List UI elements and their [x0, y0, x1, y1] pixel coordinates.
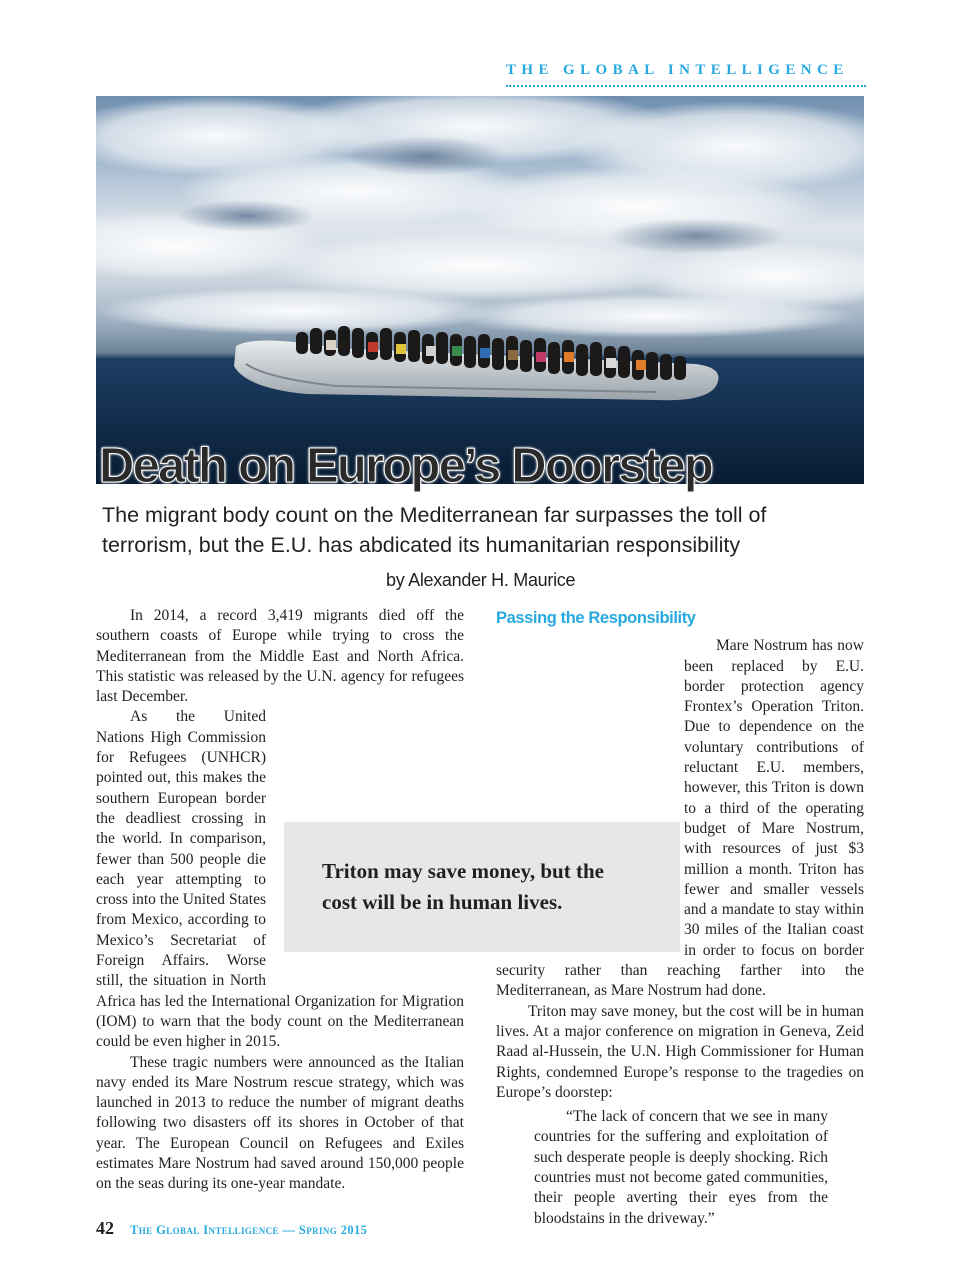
paragraph: These tragic numbers were announced as the Italian navy ended its Mare Nostrum rescue strategy, which was launched in 2013 to reduce the number of migrant deaths following two disasters off its shores in October of that year. The European Council on Refugees and Exiles estimates Mare Nostrum had saved around 150,000 people on the seas during its one-year mandate.	[96, 1053, 464, 1193]
paragraph: Triton may save money, but the cost will be in human lives. At a major conference on migration in Geneva, Zeid Raad al-Hussein, the U.N. High Commissioner for Human Rights, condemned Europe’s response to the tragedies on Europe’s doorstep:	[496, 1002, 864, 1101]
article-byline: by Alexander H. Maurice	[386, 570, 576, 590]
paragraph: As the United Nations High Commission for Refugees (UNHCR) pointed out, this makes the southern European border the deadliest crossing in the world. In comparison, fewer than 500 people die each year attempting to cross into the United States from Mexico, according to Mexico’s Secretariat of Foreign Affairs. Worse still, the situation in North Africa has led the International Organization for Migration (IOM) to warn that the body count on the Mediterranean could be even higher in 2015.	[96, 708, 464, 1051]
section-subhead: Passing the Responsibility	[496, 609, 696, 627]
page-number: 42	[96, 1218, 114, 1238]
pull-quote	[284, 822, 680, 952]
hero-photo	[96, 96, 864, 484]
paragraph: Mare Nostrum has now been replaced by E.U. border protection agency Frontex’s Operation Triton. Due to dependence on the voluntary contributions of reluctant E.U. members, however, this Triton is down to a third of the operating budget of Mare Nostrum, with resources of just $3 million a month. Triton has fewer and smaller vessels and a mandate to stay within 30 miles of the Italian coast in order to focus on border security rather than reaching farther into the Mediterranean, as Mare Nostrum had done.	[496, 637, 864, 1000]
article-deck: The migrant body count on the Mediterranean far surpasses the toll of terrorism, but the E.U. has abdicated its humanitarian responsibility	[102, 503, 767, 557]
running-head-rule	[506, 85, 866, 87]
pull-quote-text: Triton may save money, but the cost will be in human lives.	[322, 859, 604, 914]
running-head: THE GLOBAL INTELLIGENCE	[506, 62, 849, 78]
page-footer	[96, 1218, 367, 1239]
footer-publication: The Global Intelligence — Spring 2015	[130, 1223, 368, 1237]
paragraph: In 2014, a record 3,419 migrants died off the southern coasts of Europe while trying to cross the Mediterranean from the Middle East and North Africa. This statistic was released by the U.N. agency for refugees last December.	[96, 607, 464, 706]
article-headline: Death on Europe’s Doorstep	[99, 439, 712, 493]
hero-photo-illustration	[96, 96, 864, 484]
blockquote: “The lack of concern that we see in many countries for the suffering and exploitation of such desperate people is deeply shocking. Rich countries must not become gated communities, their people averting their eyes from the bloodstains in the driveway.”	[534, 1108, 828, 1227]
clouds	[96, 96, 864, 338]
